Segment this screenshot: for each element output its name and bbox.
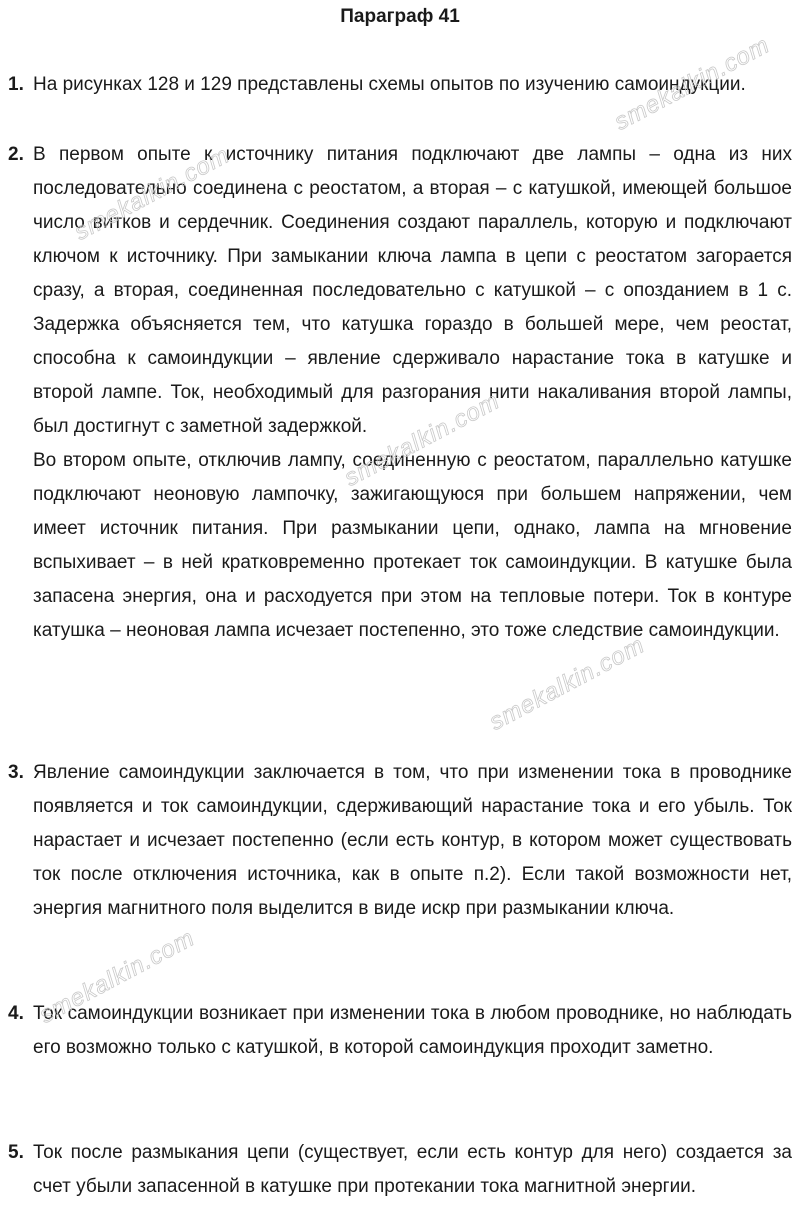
list-item-4 [8, 997, 792, 1065]
watermark: smekalkin.com [35, 924, 200, 1029]
list-item-2 [8, 138, 792, 648]
list-item-3 [8, 756, 792, 926]
item-body [33, 1136, 792, 1204]
watermark: smekalkin.com [70, 141, 235, 246]
item-number: 2. [8, 144, 24, 165]
watermark: smekalkin.com [340, 387, 505, 492]
list-item-1 [8, 68, 792, 102]
item-number: 4. [8, 1003, 24, 1024]
item-body [33, 138, 792, 648]
item-body [33, 68, 792, 102]
page-title: Параграф 41 [340, 6, 460, 27]
item-number: 1. [8, 74, 24, 95]
item-number: 5. [8, 1142, 24, 1163]
item-paragraph: Ток самоиндукции возникает при изменении тока в любом проводнике, но наблюдать его возможно только с катушкой, в которой самоиндукция проходит заметно. [33, 1003, 792, 1058]
list-item-5 [8, 1136, 792, 1204]
watermark: smekalkin.com [485, 631, 650, 736]
item-paragraph: Ток после размыкания цепи (существует, если есть контур для него) создается за счет убыли запасенной в катушке при протекании тока магнитной энергии. [33, 1142, 792, 1197]
item-paragraph: Явление самоиндукции заключается в том, что при изменении тока в проводнике появляется и ток самоиндукции, сдерживающий нарастание тока и его убыль. Ток нарастает и исчезает постепенно (если есть контур, в котором может существовать ток после отключения источника, как в опыте п.2). Если такой возможности нет, энергия магнитного поля выделится в виде искр при размыкании ключа. [33, 762, 792, 919]
item-paragraph: В первом опыте к источнику питания подключают две лампы – одна из них последовательно соединена с реостатом, а вторая – с катушкой, имеющей большое число витков и сердечник. Соединения создают параллель, которую и подключают ключом к источнику. При замыкании ключа лампа в цепи с реостатом загорается сразу, а вторая, соединенная последовательно с катушкой – с опозданием в 1 с. Задержка объясняется тем, что катушка гораздо в большей мере, чем реостат, способна к самоиндукции – явление сдерживало нарастание тока в катушке и второй лампе. Ток, необходимый для разгорания нити накаливания второй лампы, был достигнут с заметной задержкой. [33, 144, 792, 437]
item-paragraph: На рисунках 128 и 129 представлены схемы опытов по изучению самоиндукции. [33, 74, 746, 95]
item-body [33, 756, 792, 926]
item-number: 3. [8, 762, 24, 783]
item-body [33, 997, 792, 1065]
watermark: smekalkin.com [610, 31, 775, 136]
item-paragraph: Во втором опыте, отключив лампу, соединенную с реостатом, параллельно катушке подключают неоновую лампочку, зажигающуюся при большем напряжении, чем имеет источник питания. При размыкании цепи, однако, лампа на мгновение вспыхивает – в ней кратковременно протекает ток самоиндукции. В катушке была запасена энергия, она и расходуется при этом на тепловые потери. Ток в контуре катушка – неоновая лампа исчезает постепенно, это тоже следствие самоиндукции. [33, 450, 792, 641]
